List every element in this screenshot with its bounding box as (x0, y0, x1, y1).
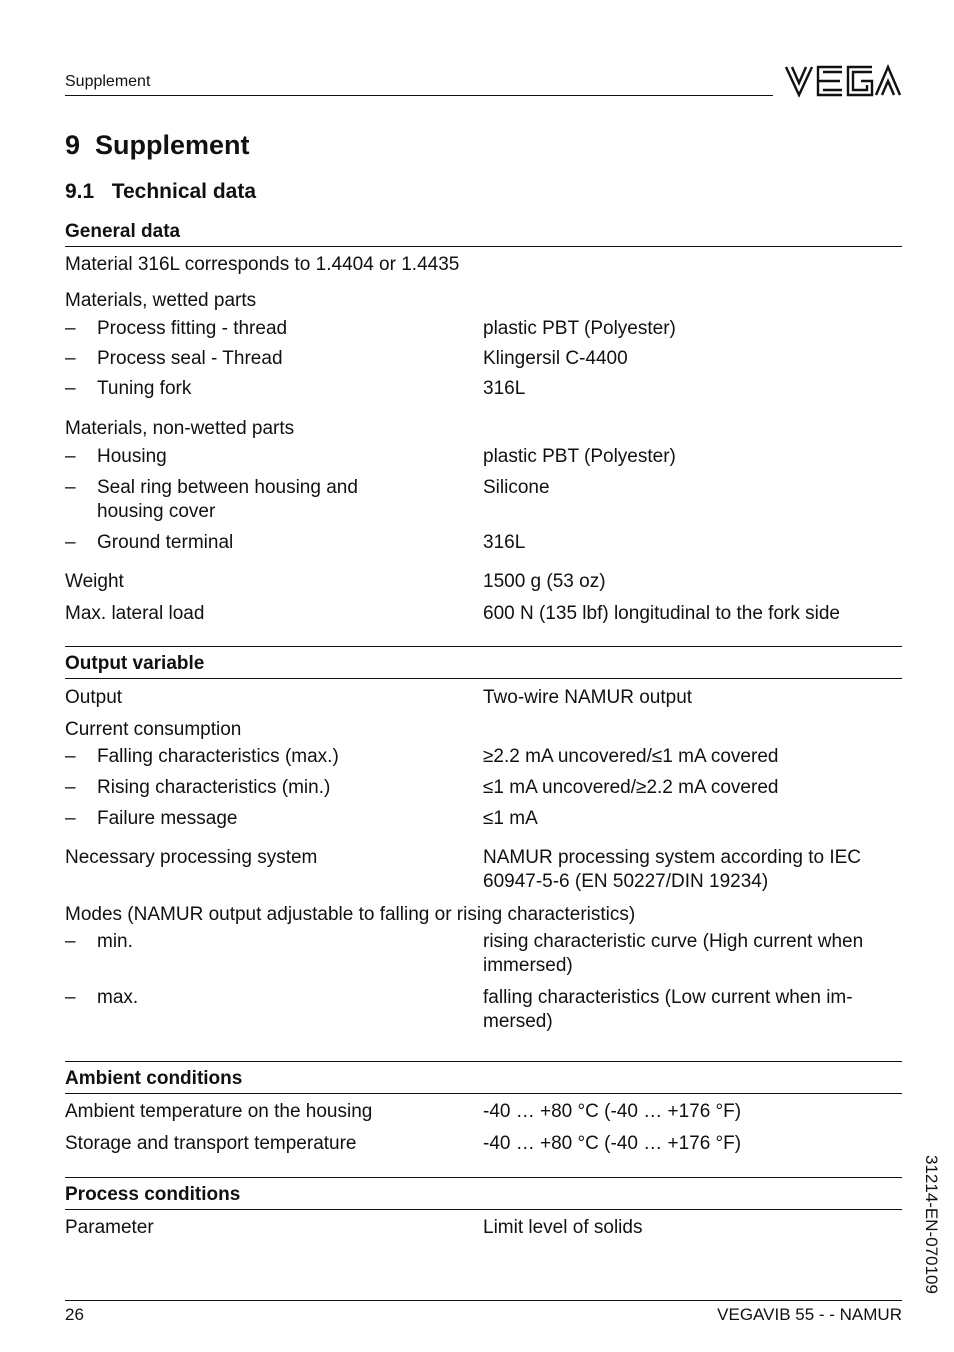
mode-row-value: rising characteristic curve (High current when immersed) (483, 931, 864, 976)
output-variable-rule (65, 678, 902, 679)
weight-value: 1500 g (53 oz) (483, 571, 606, 592)
process-conditions-rule (65, 1209, 902, 1210)
mode-row-label: min. (97, 931, 133, 952)
ambient-row-value: -40 … +80 °C (-40 … +176 °F) (483, 1133, 742, 1154)
nonwetted-row-value: Silicone (483, 477, 550, 498)
process-conditions-heading: Process conditions (65, 1184, 241, 1205)
dash-marker: – (65, 477, 76, 498)
current-row-label: Falling characteristics (max.) (97, 746, 339, 767)
nonwetted-row-value: 316L (483, 532, 526, 553)
section-title: 9.1 Technical data (65, 180, 257, 203)
footer-rule (65, 1300, 902, 1301)
ambient-conditions-heading: Ambient conditions (65, 1068, 243, 1089)
current-row-label: Failure message (97, 808, 238, 829)
output-top-rule (65, 646, 902, 647)
mode-row-value: falling characteristics (Low current when im-mersed) (483, 987, 853, 1032)
dash-marker: – (65, 808, 76, 829)
general-data-rule (65, 246, 902, 247)
current-row-label: Rising characteristics (min.) (97, 777, 331, 798)
nonwetted-row-label: Housing (97, 446, 167, 467)
nonwetted-parts-label: Materials, non-wetted parts (65, 418, 295, 439)
vega-logo (784, 64, 902, 98)
processing-system-label: Necessary processing system (65, 847, 318, 868)
ambient-row-value: -40 … +80 °C (-40 … +176 °F) (483, 1101, 742, 1122)
product-name: VEGAVIB 55 - - NAMUR (717, 1305, 902, 1324)
wetted-row-label: Process fitting - thread (97, 318, 288, 339)
general-data-heading: General data (65, 221, 181, 242)
material-note-text: Material 316L corresponds to 1.4404 or 1.4435 (65, 254, 460, 275)
page-number: 26 (65, 1305, 84, 1324)
dash-marker: – (65, 987, 76, 1008)
wetted-row-value: plastic PBT (Polyester) (483, 318, 676, 339)
ambient-top-rule (65, 1061, 902, 1062)
processing-system-value: NAMUR processing system according to IEC 60947-5-6 (EN 50227/DIN 19234) (483, 847, 862, 892)
ambient-conditions-rule (65, 1093, 902, 1094)
wetted-row-value: Klingersil C-4400 (483, 348, 628, 369)
current-consumption-label: Current consumption (65, 719, 242, 740)
running-header: Supplement (65, 73, 151, 90)
wetted-parts-label: Materials, wetted parts (65, 290, 257, 311)
current-row-value: ≤1 mA uncovered/≥2.2 mA covered (483, 777, 779, 798)
output-value: Two-wire NAMUR output (483, 687, 693, 708)
nonwetted-row-value: plastic PBT (Polyester) (483, 446, 676, 467)
dash-marker: – (65, 446, 76, 467)
dash-marker: – (65, 532, 76, 553)
document-code: 31214-EN-070109 (922, 1155, 941, 1294)
current-row-value: ≤1 mA (483, 808, 538, 829)
dash-marker: – (65, 777, 76, 798)
ambient-row-label: Storage and transport temperature (65, 1133, 357, 1154)
mode-row-label: max. (97, 987, 139, 1008)
ambient-row-label: Ambient temperature on the housing (65, 1101, 373, 1122)
dash-marker: – (65, 931, 76, 952)
dash-marker: – (65, 378, 76, 399)
weight-label: Weight (65, 571, 124, 592)
process-row-label: Parameter (65, 1217, 154, 1238)
header-rule (65, 95, 773, 96)
chapter-title: 9 Supplement (65, 130, 250, 160)
modes-label: Modes (NAMUR output adjustable to falling or rising characteristics) (65, 904, 636, 925)
dash-marker: – (65, 746, 76, 767)
current-row-value: ≥2.2 mA uncovered/≤1 mA covered (483, 746, 779, 767)
dash-marker: – (65, 348, 76, 369)
wetted-row-label: Process seal - Thread (97, 348, 283, 369)
output-variable-heading: Output variable (65, 653, 205, 674)
process-row-value: Limit level of solids (483, 1217, 643, 1238)
lateral-load-label: Max. lateral load (65, 603, 205, 624)
output-label: Output (65, 687, 123, 708)
nonwetted-row-label: Ground terminal (97, 532, 234, 553)
dash-marker: – (65, 318, 76, 339)
wetted-row-label: Tuning fork (97, 378, 192, 399)
process-top-rule (65, 1177, 902, 1178)
wetted-row-value: 316L (483, 378, 526, 399)
lateral-load-value: 600 N (135 lbf) longitudinal to the fork side (483, 603, 840, 624)
nonwetted-row-label: Seal ring between housing and housing cover (97, 477, 358, 522)
